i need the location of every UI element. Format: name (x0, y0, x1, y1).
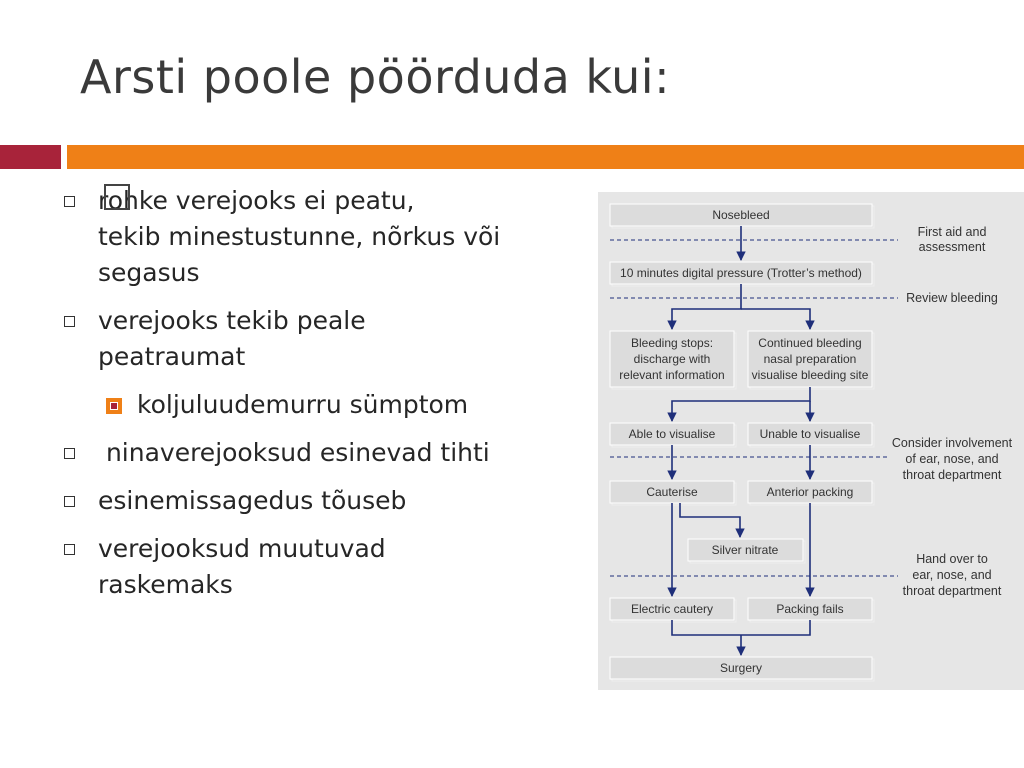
bullet-text: tekib minestustunne, nõrkus või (98, 222, 501, 251)
bullet-text: segasus (98, 258, 200, 287)
square-bullet-icon (64, 316, 75, 327)
label-bleeding-stops: relevant information (619, 368, 725, 382)
label-packing-fails: Packing fails (776, 602, 844, 616)
side-label-review: Review bleeding (906, 291, 998, 305)
label-cauterise: Cauterise (646, 485, 698, 499)
filled-square-bullet-icon (106, 398, 122, 414)
bullet-text: verejooksud muutuvad (98, 534, 386, 563)
label-able-to-visualise: Able to visualise (628, 427, 716, 441)
label-unable-to-visualise: Unable to visualise (759, 427, 861, 441)
bullet-text: rohke verejooks ei peatu, (98, 186, 415, 215)
side-label-first-aid: First aid and (917, 225, 987, 239)
square-bullet-icon (64, 448, 75, 459)
accent-bar-red (0, 145, 61, 169)
connector-arrow (672, 387, 810, 421)
connector-line (672, 620, 810, 635)
sub-bullet-item (106, 387, 592, 423)
label-bleeding-stops: Bleeding stops: (630, 336, 714, 350)
sub-bullet-text: koljuluudemurru sümptom (137, 390, 469, 419)
bullet-text: verejooks tekib peale (98, 306, 366, 335)
bullet-item (62, 435, 592, 471)
bullet-text: esinemissagedus tõuseb (98, 486, 407, 515)
bullet-text: ninaverejooksud esinevad tihti (98, 438, 490, 467)
side-label-first-aid: assessment (918, 240, 986, 254)
side-label-consider: of ear, nose, and (905, 452, 999, 466)
label-continued-bleeding: Continued bleeding (758, 336, 862, 350)
label-nosebleed: Nosebleed (712, 208, 770, 222)
square-bullet-icon (64, 544, 75, 555)
side-label-handover: Hand over to (916, 552, 988, 566)
side-label-handover: ear, nose, and (912, 568, 992, 582)
label-continued-bleeding: visualise bleeding site (751, 368, 869, 382)
bullet-list (62, 183, 592, 615)
square-bullet-icon (64, 496, 75, 507)
label-electric-cautery: Electric cautery (630, 602, 714, 616)
label-bleeding-stops: discharge with (633, 352, 711, 366)
flowchart-svg (598, 192, 1024, 690)
missing-glyph-box-icon (104, 184, 130, 210)
connector-arrow (672, 284, 741, 329)
accent-bar-orange (67, 145, 1024, 169)
slide-title: Arsti poole pöörduda kui: (80, 50, 671, 104)
label-anterior-packing: Anterior packing (766, 485, 854, 499)
bullet-text: raskemaks (98, 570, 233, 599)
square-bullet-icon (64, 196, 75, 207)
side-label-consider: Consider involvement (891, 436, 1013, 450)
bullet-item (62, 183, 592, 291)
label-pressure: 10 minutes digital pressure (Trotter’s method) (620, 266, 862, 280)
bullet-item (62, 531, 592, 603)
bullet-item (62, 303, 592, 375)
side-label-handover: throat department (902, 584, 1002, 598)
nosebleed-flowchart (598, 192, 1024, 690)
label-continued-bleeding: nasal preparation (763, 352, 857, 366)
bullet-text: peatraumat (98, 342, 246, 371)
stage-separators (610, 240, 898, 576)
label-surgery: Surgery (719, 661, 763, 675)
label-silver-nitrate: Silver nitrate (711, 543, 779, 557)
connector-arrow (741, 309, 810, 329)
bullet-item (62, 483, 592, 519)
side-label-consider: throat department (902, 468, 1002, 482)
connector-arrow (680, 503, 740, 537)
